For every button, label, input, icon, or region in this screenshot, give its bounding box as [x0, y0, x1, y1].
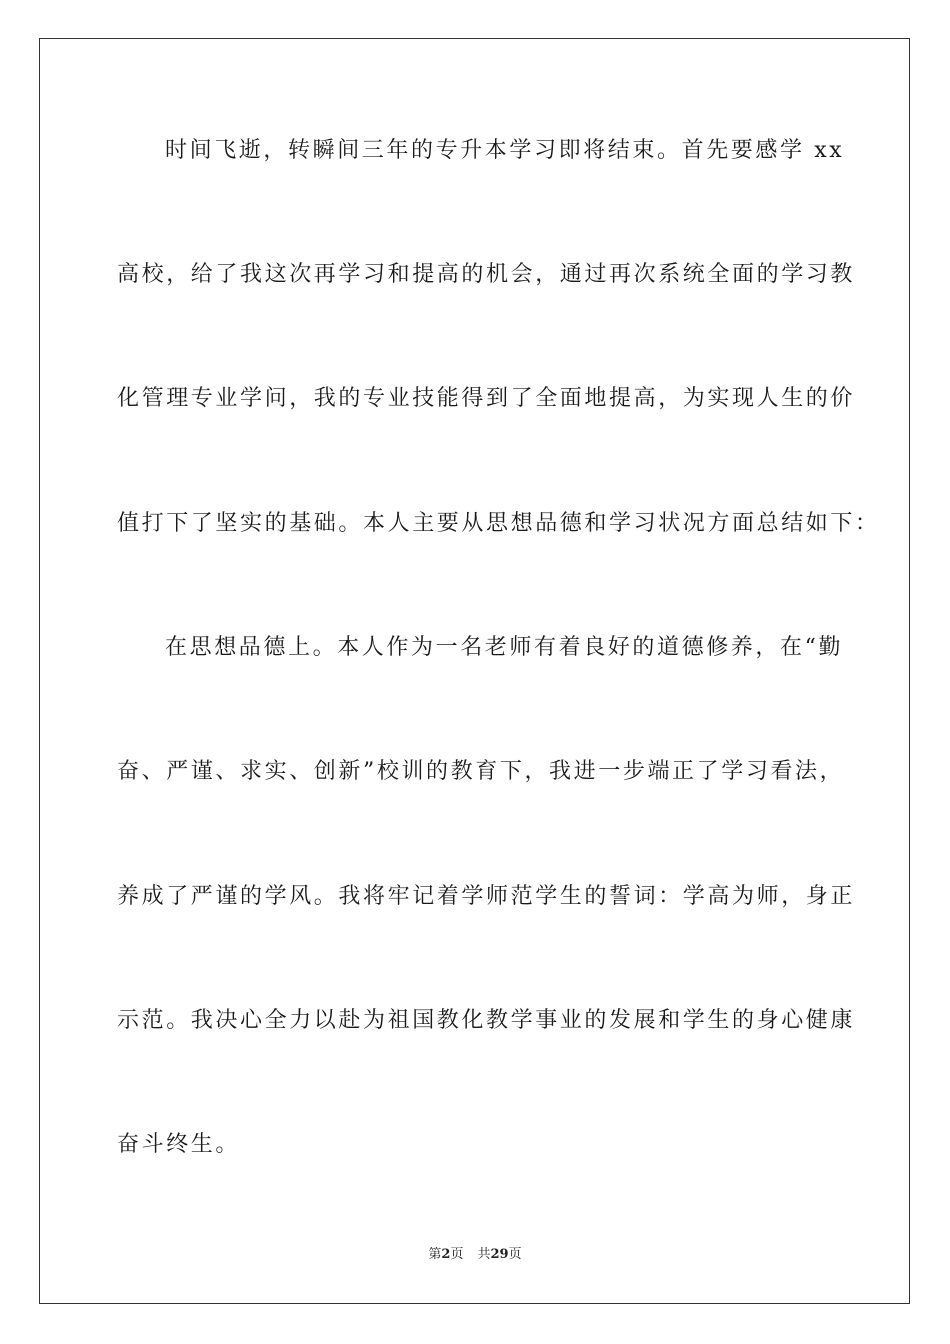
- paragraph-2-line-1: 在思想品德上。本人作为一名老师有着良好的道德修养，在“勤: [165, 635, 844, 660]
- paragraph-1-line-1: 时间飞逝，转瞬间三年的专升本学习即将结束。首先要感学 xx: [165, 138, 845, 163]
- page-footer: [0, 1246, 950, 1264]
- page-border: [39, 38, 910, 1304]
- paragraph-2-line-3: 养成了严谨的学风。我将牢记着学师范学生的誓词：学高为师，身正: [117, 884, 856, 909]
- footer-page-suffix: 页: [450, 1247, 464, 1262]
- paragraph-2-line-2: 奋、严谨、求实、创新”校训的教育下，我进一步端正了学习看法，: [117, 759, 845, 784]
- footer-total-prefix: 共: [477, 1247, 491, 1262]
- footer-page-prefix: 第: [428, 1247, 442, 1262]
- paragraph-1-line-3: 化管理专业学问，我的专业技能得到了全面地提高，为实现人生的价: [117, 386, 856, 411]
- footer-total-number: 29: [490, 1247, 509, 1262]
- paragraph-1-line-4: 值打下了坚实的基础。本人主要从思想品德和学习状况方面总结如下：: [117, 511, 880, 536]
- paragraph-2-line-5: 奋斗终生。: [117, 1132, 241, 1157]
- paragraph-2-line-4: 示范。我决心全力以赴为祖国教化教学事业的发展和学生的身心健康: [117, 1008, 856, 1033]
- footer-total-suffix: 页: [508, 1247, 522, 1262]
- paragraph-1-line-2: 高校，给了我这次再学习和提高的机会，通过再次系统全面的学习教: [117, 262, 856, 287]
- footer-page-number: 2: [441, 1247, 451, 1262]
